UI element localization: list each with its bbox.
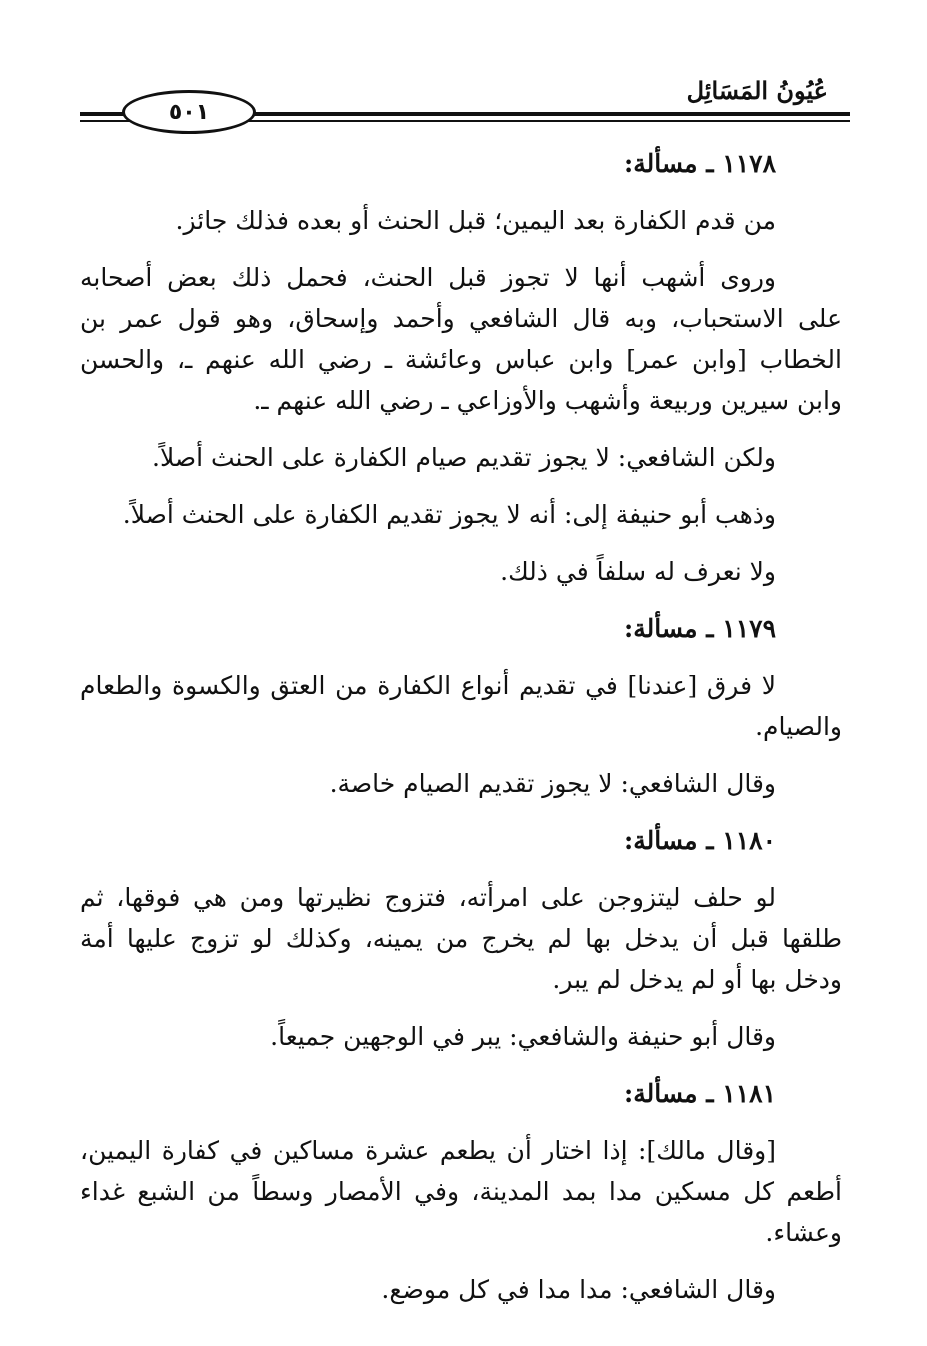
paragraph-line: ودخل بها أو لم يدخل لم يبر. (552, 965, 842, 994)
issue-heading: ١١٨١ ـ مسألة: (623, 1079, 776, 1108)
issue-heading: ١١٧٩ ـ مسألة: (623, 614, 776, 643)
paragraph-line: أطعم كل مسكين مدا بمد المدينة، وفي الأمصار وسطاً من الشبع غداء (80, 1177, 842, 1206)
page-body (80, 143, 842, 1310)
paragraph-line: وذهب أبو حنيفة إلى: أنه لا يجوز تقديم الكفارة على الحنث أصلاً. (122, 500, 776, 529)
book-title: عُيُونُ المَسَائِل (686, 76, 828, 105)
paragraph-line: وعشاء. (765, 1218, 842, 1247)
paragraph-line: وابن سيرين وربيعة وأشهب والأوزاعي ـ رضي الله عنهم ـ. (253, 386, 842, 415)
paragraph-line: وروى أشهب أنها لا تجوز قبل الحنث، فحمل ذلك بعض أصحابه (80, 263, 776, 292)
paragraph-line: والصيام. (755, 712, 842, 741)
paragraph-line: وقال الشافعي: لا يجوز تقديم الصيام خاصة. (329, 769, 776, 798)
paragraph-line: طلقها قبل أن يدخل بها لم يخرج من يمينه، وكذلك لو تزوج عليها أمة (80, 924, 842, 953)
paragraph-line: ولا نعرف له سلفاً في ذلك. (500, 557, 776, 586)
paragraph-line: الخطاب [وابن عمر] وابن عباس وعائشة ـ رضي الله عنهم ـ، والحسن (80, 345, 842, 374)
paragraph-line: ولكن الشافعي: لا يجوز تقديم صيام الكفارة على الحنث أصلاً. (152, 443, 776, 472)
paragraph-line: على الاستحباب، وبه قال الشافعي وأحمد وإسحاق، وهو قول عمر بن (80, 304, 842, 333)
paragraph-line: وقال الشافعي: مدا مدا في كل موضع. (381, 1275, 776, 1304)
paragraph-line: [وقال مالك]: إذا اختار أن يطعم عشرة مساكين في كفارة اليمين، (80, 1136, 776, 1165)
issue-heading: ١١٨٠ ـ مسألة: (623, 826, 776, 855)
page-header (80, 70, 850, 130)
issue-heading: ١١٧٨ ـ مسألة: (623, 149, 776, 178)
page-number: ٥٠١ (168, 99, 210, 125)
paragraph-line: لا فرق [عندنا] في تقديم أنواع الكفارة من العتق والكسوة والطعام (80, 671, 776, 700)
page-number-badge (122, 90, 256, 134)
paragraph-line: لو حلف ليتزوجن على امرأته، فتزوج نظيرتها ومن هي فوقها، ثم (80, 883, 776, 912)
paragraph-line: من قدم الكفارة بعد اليمين؛ قبل الحنث أو بعده فذلك جائز. (175, 206, 776, 235)
paragraph-line: وقال أبو حنيفة والشافعي: يبر في الوجهين جميعاً. (270, 1022, 776, 1051)
